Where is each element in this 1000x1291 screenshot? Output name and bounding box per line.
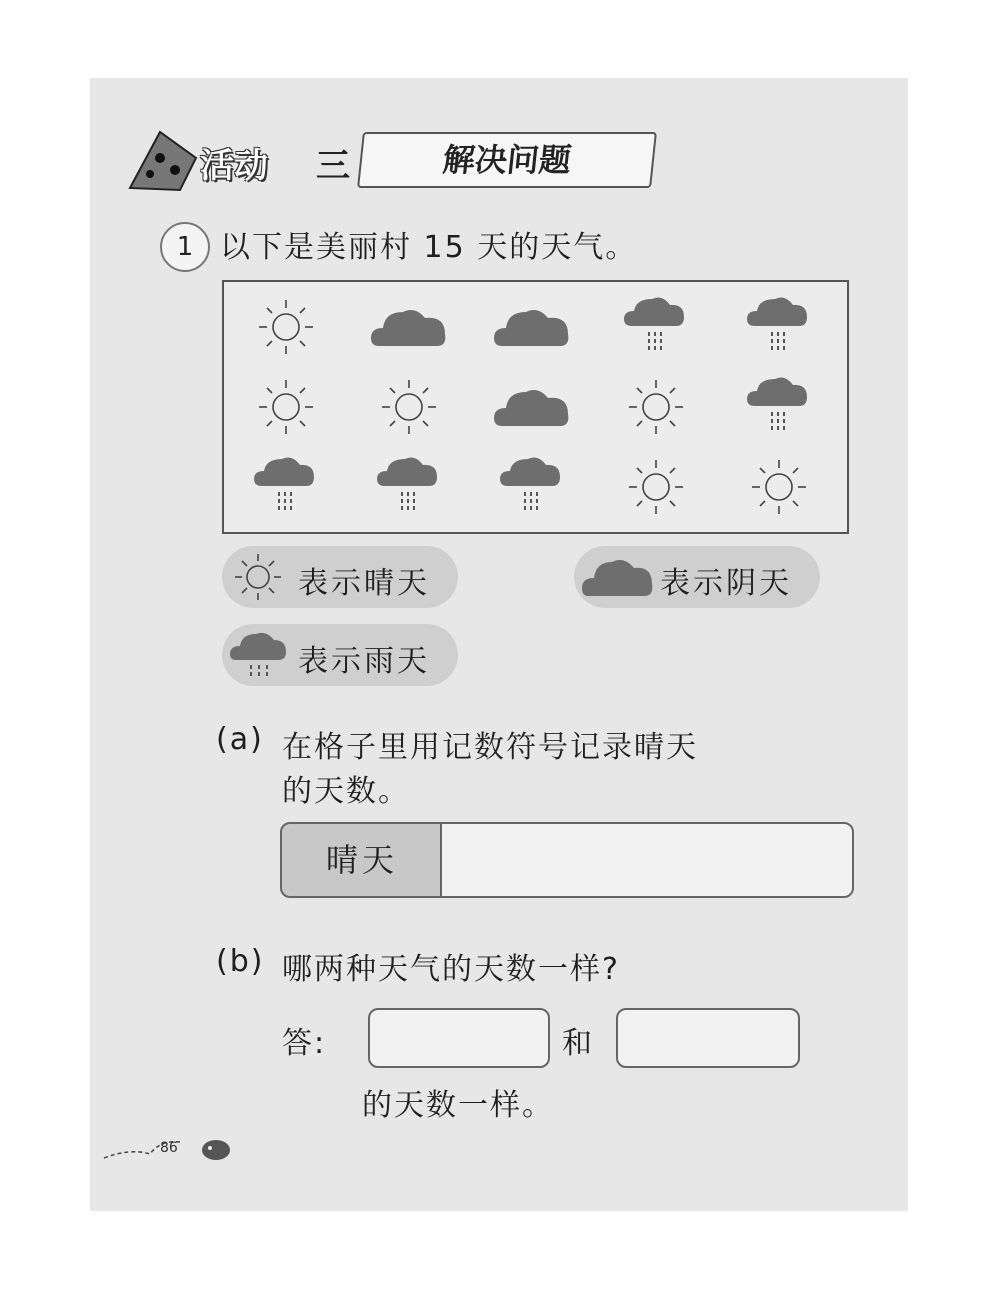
legend-cloudy	[574, 546, 820, 608]
answer-suffix: 的天数一样。	[362, 1088, 554, 1123]
legend-sunny-text: 表示晴天	[298, 566, 430, 601]
answer-box-2[interactable]	[616, 1008, 800, 1068]
rain-cloud-icon	[616, 292, 696, 362]
weather-grid	[222, 280, 849, 534]
sun-icon	[246, 372, 326, 442]
rain-cloud-icon	[739, 372, 819, 442]
answer-prefix: 答:	[282, 1026, 327, 1061]
rain-cloud-icon	[246, 452, 326, 522]
sun-icon	[616, 372, 696, 442]
sun-icon	[246, 292, 326, 362]
legend-cloudy-text: 表示阴天	[660, 566, 792, 601]
activity-label: 活动	[200, 146, 268, 186]
cloud-icon	[580, 552, 656, 602]
part-a-text-line2: 的天数。	[282, 774, 410, 809]
legend-rainy-text: 表示雨天	[298, 644, 430, 679]
question-number-badge: 1	[160, 222, 210, 272]
section-banner	[120, 128, 580, 192]
answer-box-1[interactable]	[368, 1008, 550, 1068]
activity-number: 三	[316, 146, 350, 186]
part-b-label: (b)	[216, 944, 265, 979]
ladybug-icon	[120, 128, 200, 192]
answer-and: 和	[562, 1026, 594, 1061]
part-a-text-line1: 在格子里用记数符号记录晴天	[282, 730, 698, 765]
sun-icon	[616, 452, 696, 522]
tally-row-label: 晴天	[280, 822, 444, 898]
part-b-text: 哪两种天气的天数一样?	[282, 952, 620, 987]
sun-icon	[230, 549, 286, 605]
rain-cloud-icon	[369, 452, 449, 522]
tally-input-box[interactable]	[440, 822, 854, 898]
legend-sunny	[222, 546, 458, 608]
question-text: 以下是美丽村 15 天的天气。	[220, 230, 638, 265]
rain-cloud-icon	[492, 452, 572, 522]
part-a-label: (a)	[216, 722, 264, 757]
sun-icon	[739, 452, 819, 522]
cloud-icon	[492, 292, 572, 362]
section-title: 解决问题	[357, 132, 657, 188]
page-number: 86	[160, 1140, 178, 1156]
cloud-icon	[369, 292, 449, 362]
cloud-icon	[492, 372, 572, 442]
sun-icon	[369, 372, 449, 442]
rain-cloud-icon	[739, 292, 819, 362]
legend-rainy	[222, 624, 458, 686]
rain-cloud-icon	[228, 628, 288, 684]
